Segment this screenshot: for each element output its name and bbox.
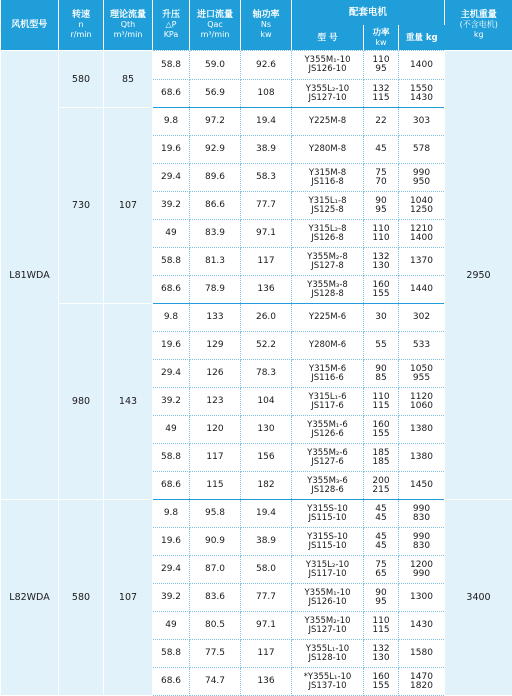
motor-weight-cell — [399, 360, 445, 388]
shaft-power-cell: 77.7 — [241, 584, 292, 612]
motor-weight-cell — [399, 500, 445, 528]
motor-power-text: 110 115 — [372, 391, 390, 411]
pressure-cell: 58.8 — [153, 444, 190, 472]
motor-weight-cell — [399, 136, 445, 164]
motor-power-cell — [364, 556, 399, 584]
header-shaft-power-sub: Ns — [260, 20, 272, 29]
motor-model-cell — [292, 668, 364, 696]
motor-power-text: 75 65 — [375, 559, 387, 579]
motor-weight-text: 1400 — [410, 59, 433, 70]
motor-power-text: 75 70 — [375, 167, 387, 187]
shaft-power-cell: 182 — [241, 472, 292, 500]
motor-power-cell — [364, 332, 399, 360]
table-header — [1, 0, 512, 51]
motor-weight-cell — [399, 51, 445, 80]
motor-model-cell — [292, 528, 364, 556]
motor-weight-cell — [399, 220, 445, 248]
pressure-cell: 19.6 — [153, 528, 190, 556]
inlet-flow-cell: 133 — [190, 304, 241, 332]
motor-model-text: Y315L₁-6 JS117-6 — [308, 391, 347, 411]
motor-model-text: Y355L₂-10 JS127-10 — [305, 83, 350, 103]
shaft-power-cell: 78.3 — [241, 360, 292, 388]
inlet-flow-cell: 126 — [190, 360, 241, 388]
header-speed-unit: r/min — [70, 30, 92, 39]
pressure-cell: 29.4 — [153, 556, 190, 584]
motor-weight-text: 1470 1820 — [410, 671, 433, 691]
motor-weight-text: 578 — [412, 144, 431, 154]
pressure-cell: 29.4 — [153, 360, 190, 388]
header-motor-group: 配套电机 — [292, 0, 445, 25]
motor-power-cell — [364, 108, 399, 136]
motor-model-text: Y355M₂-10 JS127-10 — [304, 615, 351, 635]
shaft-power-cell: 19.4 — [241, 500, 292, 528]
pressure-cell: 39.2 — [153, 584, 190, 612]
table-row — [1, 304, 512, 332]
motor-weight-cell — [399, 108, 445, 136]
motor-weight-text: 1200 990 — [410, 559, 433, 579]
inlet-flow-cell: 90.9 — [190, 528, 241, 556]
motor-model-cell — [292, 500, 364, 528]
header-main-weight-unit: kg — [473, 30, 484, 39]
header-shaft-power-title: 轴功率 — [252, 10, 280, 20]
header-theo-flow-title: 理论流量 — [109, 10, 146, 20]
motor-power-cell — [364, 192, 399, 220]
motor-power-cell — [364, 80, 399, 108]
shaft-power-cell: 156 — [241, 444, 292, 472]
inlet-flow-cell: 95.8 — [190, 500, 241, 528]
motor-model-cell — [292, 388, 364, 416]
motor-weight-cell — [399, 304, 445, 332]
speed-cell: 730 — [59, 108, 104, 304]
pressure-cell: 9.8 — [153, 304, 190, 332]
motor-weight-cell — [399, 612, 445, 640]
motor-weight-cell — [399, 248, 445, 276]
motor-weight-text: 1380 — [410, 424, 433, 434]
motor-power-cell — [364, 472, 399, 500]
theoretical-flow-cell: 107 — [104, 108, 153, 304]
motor-model-cell — [292, 416, 364, 444]
shaft-power-cell: 117 — [241, 640, 292, 668]
motor-model-text: Y315M-8 JS116-8 — [308, 167, 347, 187]
header-fan-model: 风机型号 — [1, 0, 59, 51]
motor-power-text: 110 115 — [372, 615, 390, 635]
motor-power-text: 90 85 — [375, 363, 387, 383]
motor-power-cell — [364, 304, 399, 332]
theoretical-flow-cell: 107 — [104, 500, 153, 696]
motor-model-text: Y315M-6 JS116-6 — [308, 363, 347, 383]
shaft-power-cell: 58.0 — [241, 556, 292, 584]
motor-model-cell — [292, 80, 364, 108]
pressure-cell: 39.2 — [153, 388, 190, 416]
motor-model-text: Y355M₂-6 JS127-6 — [307, 447, 348, 467]
motor-power-cell — [364, 388, 399, 416]
motor-power-cell — [364, 612, 399, 640]
inlet-flow-cell: 117 — [190, 444, 241, 472]
motor-weight-cell — [399, 584, 445, 612]
theoretical-flow-cell: 85 — [104, 51, 153, 108]
header-motor-power-unit: kw — [375, 37, 387, 47]
pressure-cell: 39.2 — [153, 192, 190, 220]
pressure-cell: 19.6 — [153, 332, 190, 360]
motor-weight-text: 1210 1400 — [410, 223, 433, 243]
motor-model-text: Y315S-10 JS115-10 — [307, 503, 348, 523]
main-weight-cell: 2950 — [445, 51, 512, 500]
motor-power-cell — [364, 528, 399, 556]
pressure-cell: 68.6 — [153, 472, 190, 500]
header-inlet-flow-title: 进口流量 — [196, 10, 233, 20]
motor-weight-cell — [399, 528, 445, 556]
motor-power-text: 90 95 — [375, 195, 387, 215]
pressure-cell: 9.8 — [153, 108, 190, 136]
motor-model-text: Y355M₁-10 JS126-10 — [304, 55, 351, 74]
motor-weight-text: 990 950 — [412, 167, 431, 187]
inlet-flow-cell: 77.5 — [190, 640, 241, 668]
pressure-cell: 68.6 — [153, 80, 190, 108]
motor-model-text: Y280M-8 — [308, 144, 347, 154]
motor-weight-cell — [399, 472, 445, 500]
header-speed-title: 转速 — [71, 10, 90, 20]
inlet-flow-cell: 81.3 — [190, 248, 241, 276]
motor-model-cell — [292, 332, 364, 360]
shaft-power-cell: 104 — [241, 388, 292, 416]
shaft-power-cell: 92.6 — [241, 51, 292, 80]
motor-weight-text: 1050 955 — [410, 363, 433, 383]
header-theoretical-flow — [104, 0, 153, 51]
header-theo-flow-unit: m³/min — [113, 30, 143, 39]
shaft-power-cell: 97.1 — [241, 220, 292, 248]
inlet-flow-cell: 123 — [190, 388, 241, 416]
motor-model-text: Y355M₃-8 JS128-8 — [307, 279, 348, 299]
motor-weight-text: 1120 1060 — [410, 391, 433, 411]
motor-model-text: Y355L₁-10 JS128-10 — [305, 643, 350, 663]
motor-weight-text: 990 830 — [412, 531, 431, 551]
motor-model-cell — [292, 248, 364, 276]
header-pressure — [153, 0, 190, 51]
motor-power-text: 200 215 — [372, 475, 390, 495]
motor-power-cell — [364, 584, 399, 612]
motor-power-cell — [364, 640, 399, 668]
motor-model-cell — [292, 164, 364, 192]
inlet-flow-cell: 56.9 — [190, 80, 241, 108]
motor-model-text: Y225M-6 — [308, 312, 347, 322]
motor-weight-cell — [399, 556, 445, 584]
pressure-cell: 68.6 — [153, 668, 190, 696]
inlet-flow-cell: 83.9 — [190, 220, 241, 248]
speed-cell: 580 — [59, 51, 104, 108]
pressure-cell: 58.8 — [153, 248, 190, 276]
theoretical-flow-cell: 143 — [104, 304, 153, 500]
motor-weight-cell — [399, 416, 445, 444]
motor-power-cell — [364, 276, 399, 304]
pressure-cell: 19.6 — [153, 136, 190, 164]
header-theo-flow-sub: Qth — [120, 20, 136, 29]
header-shaft-power — [241, 0, 292, 51]
shaft-power-cell: 136 — [241, 276, 292, 304]
motor-power-cell — [364, 416, 399, 444]
inlet-flow-cell: 92.9 — [190, 136, 241, 164]
motor-weight-text: 1300 — [410, 592, 433, 602]
header-pressure-title: 升压 — [161, 10, 180, 20]
motor-weight-text: 990 830 — [412, 503, 431, 523]
header-motor-model: 型 号 — [292, 25, 364, 51]
motor-weight-cell — [399, 80, 445, 108]
motor-power-text: 160 155 — [372, 419, 390, 439]
motor-weight-cell — [399, 388, 445, 416]
shaft-power-cell: 52.2 — [241, 332, 292, 360]
header-speed-sub: n — [78, 20, 84, 29]
motor-weight-text: 1380 — [410, 452, 433, 462]
motor-power-text: 55 — [375, 340, 387, 350]
shaft-power-cell: 38.9 — [241, 136, 292, 164]
motor-model-text: Y355M₂-8 JS127-8 — [307, 251, 348, 271]
motor-model-text: Y225M-8 — [308, 116, 347, 126]
motor-model-cell — [292, 136, 364, 164]
header-inlet-flow-sub: Qac — [207, 20, 223, 29]
inlet-flow-cell: 129 — [190, 332, 241, 360]
motor-model-text: Y280M-6 — [308, 340, 347, 350]
motor-power-cell — [364, 220, 399, 248]
motor-power-text: 45 45 — [375, 503, 387, 523]
motor-model-cell — [292, 192, 364, 220]
shaft-power-cell: 130 — [241, 416, 292, 444]
motor-power-cell — [364, 164, 399, 192]
shaft-power-cell: 38.9 — [241, 528, 292, 556]
motor-model-cell — [292, 612, 364, 640]
motor-weight-cell — [399, 640, 445, 668]
motor-model-cell — [292, 304, 364, 332]
motor-weight-cell — [399, 668, 445, 696]
fan-model-cell: L82WDA — [1, 500, 59, 696]
motor-power-text: 185 185 — [372, 447, 390, 467]
inlet-flow-cell: 78.9 — [190, 276, 241, 304]
inlet-flow-cell: 120 — [190, 416, 241, 444]
speed-cell: 580 — [59, 500, 104, 696]
pressure-cell: 9.8 — [153, 500, 190, 528]
header-motor-weight: 重量 kg — [399, 25, 445, 51]
pressure-cell: 49 — [153, 220, 190, 248]
motor-weight-text: 1450 — [410, 480, 433, 490]
motor-power-cell — [364, 668, 399, 696]
motor-model-text: *Y355L₁-10 JS137-10 — [303, 671, 352, 691]
shaft-power-cell: 19.4 — [241, 108, 292, 136]
header-inlet-flow-unit: m³/min — [200, 30, 230, 39]
inlet-flow-cell: 115 — [190, 472, 241, 500]
motor-weight-cell — [399, 444, 445, 472]
header-shaft-power-unit: kw — [260, 30, 272, 39]
pressure-cell: 29.4 — [153, 164, 190, 192]
header-motor-power — [364, 25, 399, 51]
inlet-flow-cell: 59.0 — [190, 51, 241, 80]
motor-power-text: 22 — [375, 116, 387, 126]
motor-power-text: 132 130 — [372, 251, 390, 271]
motor-model-text: Y315L₂-8 JS126-8 — [308, 223, 347, 243]
table-row — [1, 108, 512, 136]
shaft-power-cell: 26.0 — [241, 304, 292, 332]
motor-weight-text: 1040 1250 — [410, 195, 433, 215]
motor-power-text: 45 45 — [375, 531, 387, 551]
table-row — [1, 51, 512, 80]
motor-power-text: 132 130 — [372, 643, 390, 663]
inlet-flow-cell: 83.6 — [190, 584, 241, 612]
motor-power-text: 110 110 — [372, 223, 390, 243]
table-row — [1, 500, 512, 528]
motor-power-text: 110 95 — [372, 55, 390, 74]
motor-model-cell — [292, 360, 364, 388]
pressure-cell: 49 — [153, 416, 190, 444]
header-pressure-unit: KPa — [163, 30, 179, 39]
motor-model-text: Y315L₁-8 JS125-8 — [308, 195, 347, 215]
fan-model-cell: L81WDA — [1, 51, 59, 500]
motor-power-text: 30 — [375, 312, 387, 322]
inlet-flow-cell: 80.5 — [190, 612, 241, 640]
main-weight-cell: 3400 — [445, 500, 512, 696]
header-main-weight-title: 主机重量 — [460, 10, 497, 20]
motor-model-cell — [292, 640, 364, 668]
motor-model-cell — [292, 220, 364, 248]
motor-weight-text: 303 — [412, 116, 431, 126]
shaft-power-cell: 58.3 — [241, 164, 292, 192]
motor-weight-text: 1580 — [410, 648, 433, 658]
inlet-flow-cell: 74.7 — [190, 668, 241, 696]
inlet-flow-cell: 87.0 — [190, 556, 241, 584]
motor-model-cell — [292, 444, 364, 472]
header-speed — [59, 0, 104, 51]
inlet-flow-cell: 97.2 — [190, 108, 241, 136]
motor-weight-cell — [399, 276, 445, 304]
motor-power-text: 160 155 — [372, 279, 390, 299]
header-motor-power-title: 功率 — [372, 27, 390, 38]
motor-model-cell — [292, 51, 364, 80]
motor-model-text: Y355M₃-6 JS128-6 — [307, 475, 348, 495]
header-main-weight — [445, 0, 512, 51]
inlet-flow-cell: 86.6 — [190, 192, 241, 220]
motor-weight-cell — [399, 164, 445, 192]
motor-weight-text: 1370 — [410, 256, 433, 266]
pressure-cell: 58.8 — [153, 640, 190, 668]
shaft-power-cell: 136 — [241, 668, 292, 696]
motor-model-cell — [292, 472, 364, 500]
motor-power-text: 132 115 — [372, 83, 390, 103]
header-inlet-flow — [190, 0, 241, 51]
motor-model-text: Y355M₁-10 JS126-10 — [304, 587, 351, 607]
motor-weight-text: 1440 — [410, 284, 433, 294]
motor-model-text: Y355M₁-6 JS126-6 — [307, 419, 348, 439]
motor-weight-cell — [399, 192, 445, 220]
speed-cell: 980 — [59, 304, 104, 500]
motor-power-text: 45 — [375, 144, 387, 154]
shaft-power-cell: 117 — [241, 248, 292, 276]
motor-power-cell — [364, 360, 399, 388]
motor-weight-text: 1430 — [410, 620, 433, 630]
motor-power-cell — [364, 136, 399, 164]
header-pressure-sub: △P — [165, 20, 177, 29]
table-body — [1, 51, 512, 696]
motor-power-text: 160 155 — [372, 671, 390, 691]
motor-model-text: Y315L₂-10 JS117-10 — [305, 559, 350, 579]
inlet-flow-cell: 89.6 — [190, 164, 241, 192]
pressure-cell: 68.6 — [153, 276, 190, 304]
motor-model-cell — [292, 108, 364, 136]
motor-power-cell — [364, 500, 399, 528]
motor-model-cell — [292, 556, 364, 584]
motor-power-cell — [364, 444, 399, 472]
motor-power-text: 90 95 — [375, 587, 387, 607]
motor-weight-text: 533 — [412, 340, 431, 350]
pressure-cell: 58.8 — [153, 51, 190, 80]
shaft-power-cell: 108 — [241, 80, 292, 108]
motor-power-cell — [364, 248, 399, 276]
motor-model-cell — [292, 584, 364, 612]
motor-model-cell — [292, 276, 364, 304]
motor-weight-text: 1550 1430 — [410, 83, 433, 103]
motor-weight-text: 302 — [412, 312, 431, 322]
motor-model-text: Y315S-10 JS115-10 — [307, 531, 348, 551]
pressure-cell: 49 — [153, 612, 190, 640]
motor-weight-cell — [399, 332, 445, 360]
shaft-power-cell: 97.1 — [241, 612, 292, 640]
motor-power-cell — [364, 51, 399, 80]
shaft-power-cell: 77.7 — [241, 192, 292, 220]
header-main-weight-note: (不含电机) — [459, 20, 498, 29]
